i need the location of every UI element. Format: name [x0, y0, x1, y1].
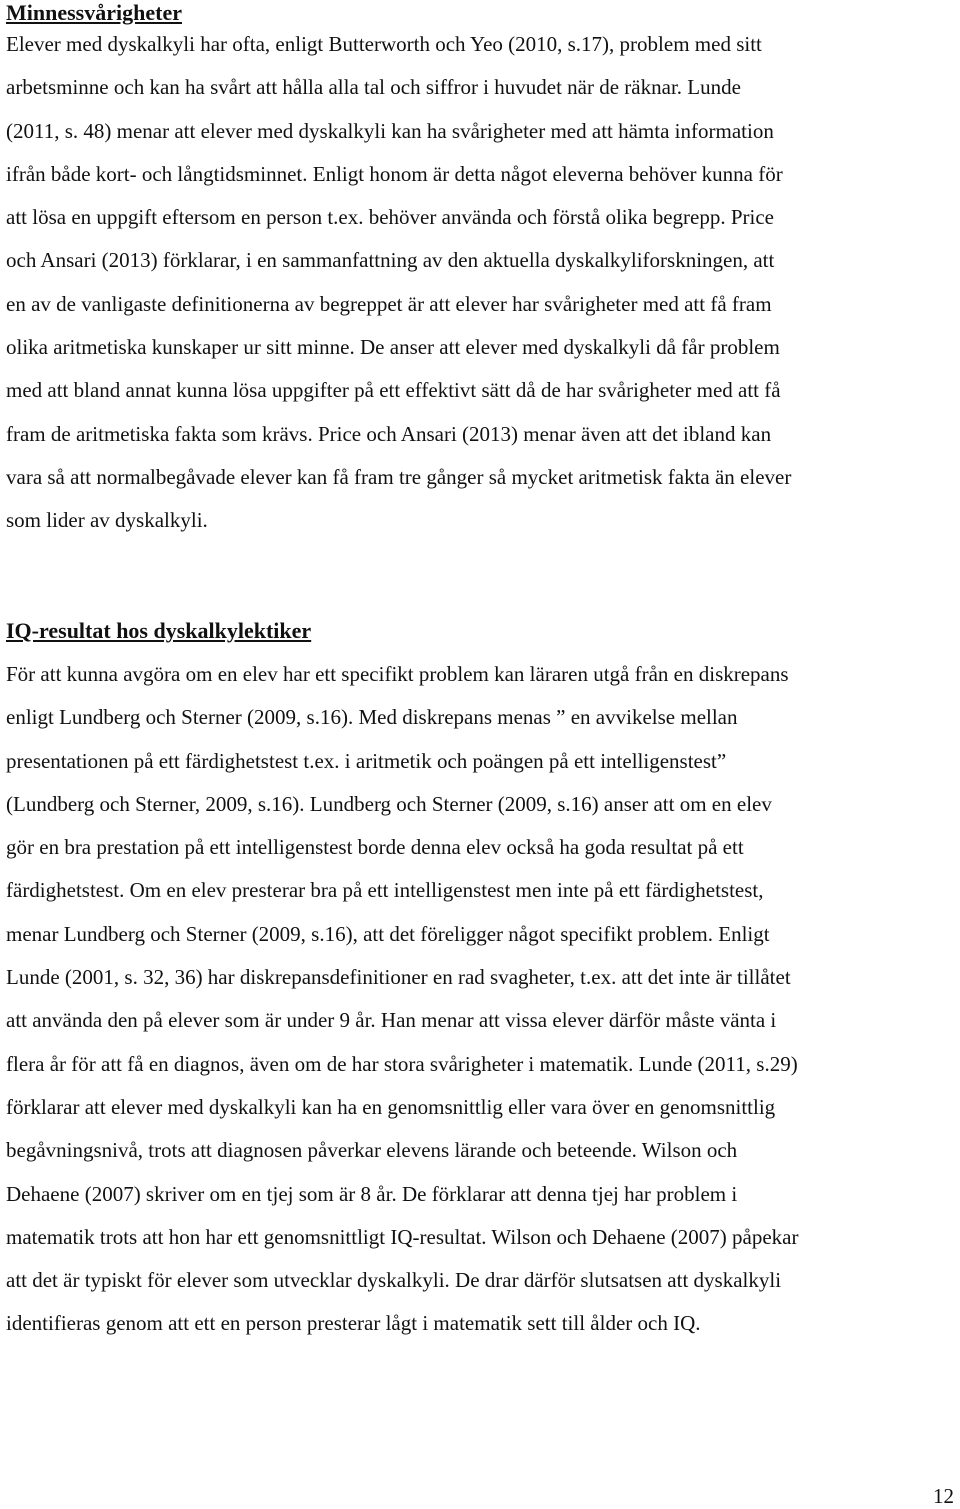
text-line: enligt Lundberg och Sterner (2009, s.16). Med diskrepans menas ” en avvikelse mellan: [6, 705, 738, 730]
text-line: matematik trots att hon har ett genomsnittligt IQ-resultat. Wilson och Dehaene (2007) påpekar: [6, 1224, 799, 1249]
text-line: färdighetstest. Om en elev presterar bra på ett intelligenstest men inte på ett färdighetstest,: [6, 878, 764, 903]
text-line: olika aritmetiska kunskaper ur sitt minne. De anser att elever med dyskalkyli då får problem: [6, 335, 780, 360]
text-line: med att bland annat kunna lösa uppgifter på ett effektivt sätt då de har svårigheter med att få: [6, 378, 781, 403]
text-line: vara så att normalbegåvade elever kan få fram tre gånger så mycket aritmetisk fakta än elever: [6, 464, 792, 489]
section-heading-minnessvarigheter: Minnessvårigheter: [6, 0, 182, 25]
text-line: att det är typiskt för elever som utvecklar dyskalkyli. De drar därför slutsatsen att dyskalkyli: [6, 1268, 782, 1293]
text-line: att använda den på elever som är under 9 år. Han menar att vissa elever därför måste vänta i: [6, 1008, 777, 1033]
text-line: (Lundberg och Sterner, 2009, s.16). Lundberg och Sterner (2009, s.16) anser att om en elev: [6, 791, 772, 816]
text-line: Lunde (2001, s. 32, 36) har diskrepansdefinitioner en rad svagheter, t.ex. att det inte är tillåtet: [6, 965, 791, 990]
text-line: För att kunna avgöra om en elev har ett specifikt problem kan läraren utgå från en diskrepans: [6, 662, 789, 686]
section-heading-iq-resultat: IQ-resultat hos dyskalkylektiker: [6, 618, 312, 643]
text-line: ifrån både kort- och långtidsminnet. Enligt honom är detta något eleverna behöver kunna för: [6, 161, 783, 186]
text-line: begåvningsnivå, trots att diagnosen påverkar elevens lärande och beteende. Wilson och: [6, 1138, 738, 1163]
text-line: som lider av dyskalkyli.: [6, 508, 208, 533]
text-line: identifieras genom att ett en person presterar lågt i matematik sett till ålder och IQ.: [6, 1311, 701, 1336]
text-line: och Ansari (2013) förklarar, i en sammanfattning av den aktuella dyskalkyliforskningen, att: [6, 248, 775, 273]
paragraph-minnessvarigheter: [6, 23, 952, 543]
text-line: fram de aritmetiska fakta som krävs. Price och Ansari (2013) menar även att det ibland kan: [6, 421, 772, 446]
text-line: menar Lundberg och Sterner (2009, s.16), att det föreligger något specifikt problem. Enligt: [6, 921, 770, 946]
text-line: att lösa en uppgift eftersom en person t.ex. behöver använda och förstå olika begrepp. Price: [6, 205, 774, 230]
text-line: förklarar att elever med dyskalkyli kan ha en genomsnittlig eller vara över en genomsnittlig: [6, 1094, 776, 1119]
page-number: 12: [933, 1484, 954, 1508]
text-line: presentationen på ett färdighetstest t.ex. i aritmetik och poängen på ett intelligenstest”: [6, 748, 727, 773]
text-line: gör en bra prestation på ett intelligenstest borde denna elev också ha goda resultat på ett: [6, 835, 744, 860]
text-line: (2011, s. 48) menar att elever med dyskalkyli kan ha svårigheter med att hämta information: [6, 118, 774, 143]
text-line: flera år för att få en diagnos, även om de har stora svårigheter i matematik. Lunde (2011, s.29): [6, 1051, 798, 1076]
paragraph-iq-resultat: [6, 653, 956, 1346]
text-line: Dehaene (2007) skriver om en tjej som är 8 år. De förklarar att denna tjej har problem i: [6, 1181, 738, 1206]
text-line: Elever med dyskalkyli har ofta, enligt Butterworth och Yeo (2010, s.17), problem med sitt: [6, 32, 762, 56]
text-line: en av de vanligaste definitionerna av begreppet är att elever har svårigheter med att få fram: [6, 291, 772, 316]
text-line: arbetsminne och kan ha svårt att hålla alla tal och siffror i huvudet när de räknar. Lunde: [6, 75, 741, 100]
